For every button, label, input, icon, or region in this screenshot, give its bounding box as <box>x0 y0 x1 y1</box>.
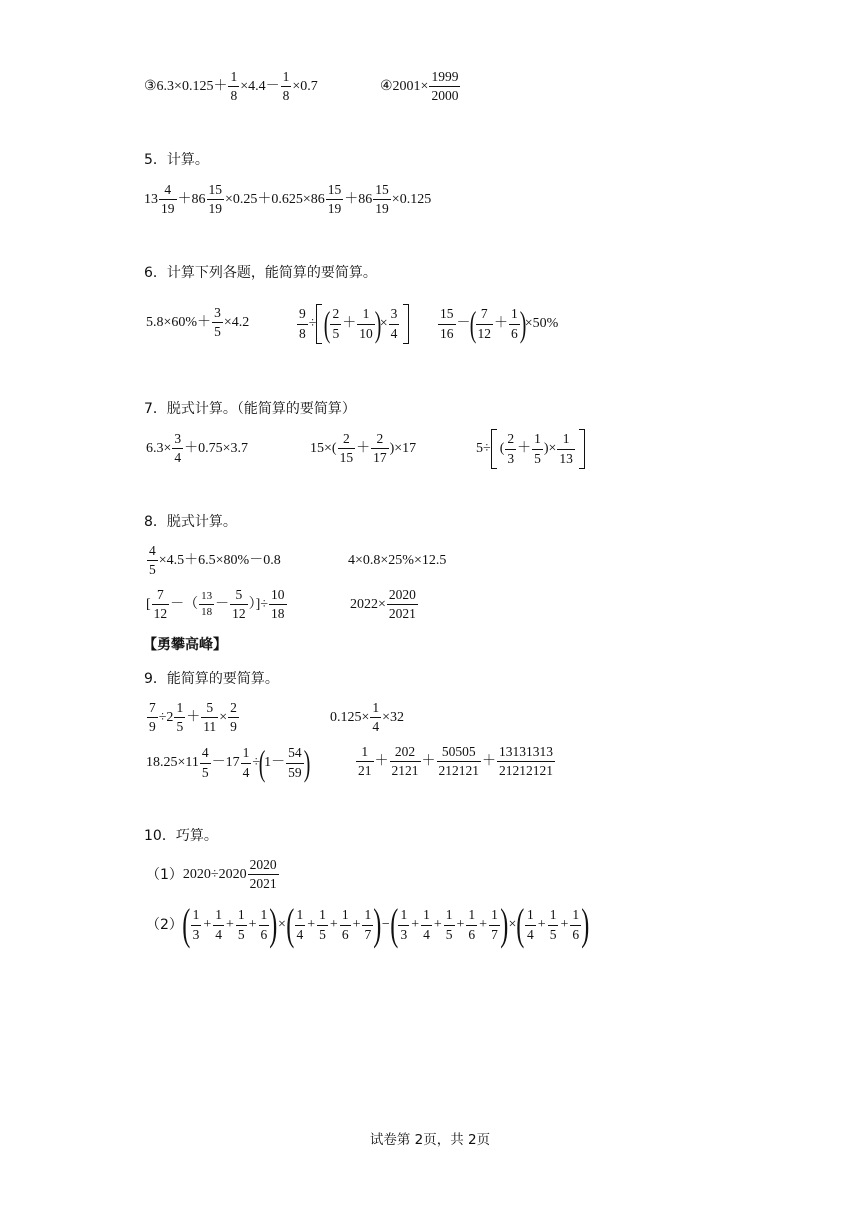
fraction: $\frac{1}{5}$ <box>176 700 184 735</box>
q7-expr2: 15×( $\frac{2}{15}$ ＋ $\frac{2}{17}$ )×17 <box>310 431 417 466</box>
fraction: $\frac{2020}{2021}$ <box>249 857 277 892</box>
fraction: $\frac{13131313}{21212121}$ <box>499 744 553 779</box>
q5-title: 5．计算。 <box>144 152 209 168</box>
operator: × <box>277 917 286 932</box>
fraction: $\frac{7}{9}$ <box>149 700 156 735</box>
q7-expr1: 6.3× $\frac{3}{4}$ ＋0.75×3.7 <box>146 431 249 466</box>
fraction: $\frac{13}{18}$ <box>201 589 213 619</box>
section-title: 【勇攀高峰】 <box>143 637 227 653</box>
fraction: $\frac{1}{4}$ <box>215 907 222 942</box>
right-paren: ) <box>500 900 509 949</box>
fraction: $\frac{3}{4}$ <box>390 306 398 341</box>
fraction: $\frac{4}{19}$ <box>161 182 175 217</box>
plus-sign: + <box>456 917 465 932</box>
fraction: $\frac{4}{5}$ <box>201 745 209 780</box>
fraction: $\frac{1}{10}$ <box>359 306 373 341</box>
page-footer: 试卷第 2页，共 2页 <box>369 1132 491 1148</box>
plus-sign: + <box>411 917 420 932</box>
left-paren: ( <box>516 900 525 949</box>
q9-expr2: 0.125× $\frac{1}{4}$ ×32 <box>330 700 405 735</box>
fraction: $\frac{2}{5}$ <box>332 306 340 341</box>
fraction: $\frac{1}{6}$ <box>511 306 518 341</box>
fraction: $\frac{4}{5}$ <box>149 543 156 578</box>
q8-expr3: [ $\frac{7}{12}$ －（ $\frac{13}{18}$ － $\frac{5}{12}$ ）]÷ $\frac{10}{18}$ <box>146 587 285 622</box>
right-paren: ) <box>269 900 278 949</box>
q10-expr1: （1） 2020÷2020 $\frac{2020}{2021}$ <box>146 857 277 892</box>
fraction: $\frac{1}{4}$ <box>423 907 430 942</box>
fraction: $\frac{50505}{212121}$ <box>438 744 479 779</box>
q7-title: 7．脱式计算。（能简算的要简算） <box>144 401 356 417</box>
fraction: $\frac{2}{3}$ <box>507 431 515 466</box>
q6-title: 6．计算下列各题，能简算的要简算。 <box>144 265 377 281</box>
q4-item3: ③6.3×0.125＋ $\frac{1}{8}$ ×4.4－ $\frac{1}{8}$ ×0.7 <box>144 69 318 104</box>
fraction: $\frac{10}{18}$ <box>271 587 285 622</box>
fraction: $\frac{15}{19}$ <box>375 182 389 217</box>
q10-title: 10．巧算。 <box>144 828 218 844</box>
fraction: $\frac{1}{3}$ <box>400 907 408 942</box>
fraction: $\frac{54}{59}$ <box>288 745 302 780</box>
plus-sign: + <box>329 917 338 932</box>
plus-sign: + <box>307 917 316 932</box>
fraction: $\frac{1}{4}$ <box>527 907 534 942</box>
q9-expr1: $\frac{7}{9}$ ÷2 $\frac{1}{5}$ ＋ $\frac{5}{11}$ × $\frac{2}{9}$ <box>149 700 237 735</box>
q8-title: 8．脱式计算。 <box>144 514 237 530</box>
plus-sign: + <box>433 917 442 932</box>
q5-expression: 13 $\frac{4}{19}$ ＋86 $\frac{15}{19}$ ×0.25＋0.625×86 $\frac{15}{19}$ ＋86 $\frac{15}{19}$ ×0.125 <box>144 182 432 217</box>
plus-sign: + <box>560 917 569 932</box>
right-paren: ) <box>581 900 590 949</box>
fraction: $\frac{1}{5}$ <box>319 907 326 942</box>
fraction: $\frac{5}{11}$ <box>203 700 217 735</box>
q9-expr4: $\frac{1}{21}$ ＋ $\frac{202}{2121}$ ＋ $\frac{50505}{212121}$ ＋ $\frac{13131313}{21212121}$ <box>358 744 553 779</box>
fraction: $\frac{1}{21}$ <box>358 744 372 779</box>
plus-sign: + <box>479 917 488 932</box>
fraction: $\frac{3}{4}$ <box>174 431 182 466</box>
plus-sign: + <box>537 917 546 932</box>
q9-title: 9．能简算的要简算。 <box>144 671 279 687</box>
left-paren: ( <box>390 900 399 949</box>
fraction: $\frac{1}{5}$ <box>445 907 453 942</box>
fraction: $\frac{5}{12}$ <box>232 587 246 622</box>
fraction: $\frac{1}{6}$ <box>572 907 580 942</box>
q8-expr1: $\frac{4}{5}$ ×4.5＋6.5×80%－0.8 <box>149 543 281 578</box>
fraction: $\frac{15}{16}$ <box>440 306 454 341</box>
q8-expr4: 2022× $\frac{2020}{2021}$ <box>350 587 416 622</box>
fraction: $\frac{1}{4}$ <box>372 700 380 735</box>
fraction: $\frac{1}{6}$ <box>468 907 476 942</box>
q9-expr3: 18.25×11 $\frac{4}{5}$ －17 $\frac{1}{4}$ ÷ ( 1－ $\frac{54}{59}$ ) <box>146 743 310 783</box>
fraction: $\frac{1}{5}$ <box>534 431 541 466</box>
q10-expr2: （2） ( $\frac{1}{3}$ + $\frac{1}{4}$ + $\frac{1}{5}$ + $\frac{1}{6}$ ) × ( $\frac{1}{4}$ + $\frac{1}{5}$ + $\frac{1}{6}$ + $\frac{1}{7}$ ) − ( $\frac{1}{3}$ + $\frac{1}{4}$ + $\frac{1}{5}$ + $\frac{1}{6}$ + $\frac{1}{7}$ ) × ( $\frac{1}{4}$ + $\frac{1}{5}$ + $\frac{1}{6}$ ) <box>146 900 590 949</box>
plus-sign: + <box>248 917 257 932</box>
fraction: $\frac{7}{12}$ <box>477 306 491 341</box>
q6-expr1: 5.8×60%＋ $\frac{3}{5}$ ×4.2 <box>146 305 250 340</box>
operator: − <box>381 917 390 932</box>
fraction: $\frac{2}{9}$ <box>230 700 237 735</box>
fraction: $\frac{1}{6}$ <box>341 907 349 942</box>
q7-expr3: 5÷ ( $\frac{2}{3}$ ＋ $\frac{1}{5}$ )× $\frac{1}{13}$ <box>476 429 585 469</box>
plus-sign: + <box>225 917 234 932</box>
fraction: $\frac{1}{5}$ <box>549 907 557 942</box>
fraction: $\frac{1}{5}$ <box>237 907 245 942</box>
left-bracket <box>316 304 322 344</box>
fraction: $\frac{202}{2121}$ <box>391 744 419 779</box>
fraction: $\frac{1}{7}$ <box>364 907 372 942</box>
right-bracket <box>403 304 409 344</box>
fraction: $\frac{1}{6}$ <box>260 907 268 942</box>
q4-item3-lead: ③6.3×0.125＋ <box>144 78 228 94</box>
q6-expr3: $\frac{15}{16}$ － ( $\frac{7}{12}$ ＋ $\frac{1}{6}$ ) ×50% <box>440 304 559 344</box>
fraction: $\frac{3}{5}$ <box>214 305 221 340</box>
left-paren: ( <box>182 900 191 949</box>
fraction: $\frac{2020}{2021}$ <box>388 587 416 622</box>
left-paren: ( <box>286 900 295 949</box>
fraction: $\frac{1}{7}$ <box>491 907 498 942</box>
fraction: $\frac{1999}{2000}$ <box>431 69 459 104</box>
fraction: $\frac{2}{17}$ <box>373 431 387 466</box>
q10-expr2-body <box>182 900 590 949</box>
right-paren: ) <box>373 900 382 949</box>
fraction: $\frac{1}{8}$ <box>282 69 290 104</box>
fraction: $\frac{7}{12}$ <box>153 587 168 622</box>
fraction: $\frac{2}{15}$ <box>339 431 354 466</box>
fraction: $\frac{1}{13}$ <box>559 431 573 466</box>
fraction: $\frac{15}{19}$ <box>327 182 342 217</box>
operator: × <box>508 917 517 932</box>
fraction: $\frac{9}{8}$ <box>299 306 306 341</box>
fraction: $\frac{15}{19}$ <box>208 182 222 217</box>
right-bracket <box>579 429 585 469</box>
q6-expr2: $\frac{9}{8}$ ÷ ( $\frac{2}{5}$ ＋ $\frac{1}{10}$ ) × $\frac{3}{4}$ <box>296 304 409 344</box>
fraction: $\frac{1}{4}$ <box>242 745 250 780</box>
left-bracket <box>491 429 497 469</box>
q4-item4: ④2001× $\frac{1999}{2000}$ <box>380 69 459 104</box>
q8-expr2: 4×0.8×25%×12.5 <box>348 553 447 568</box>
plus-sign: + <box>352 917 361 932</box>
fraction: $\frac{1}{8}$ <box>230 69 238 104</box>
plus-sign: + <box>203 917 212 932</box>
fraction: $\frac{1}{4}$ <box>296 907 304 942</box>
fraction: $\frac{1}{3}$ <box>192 907 200 942</box>
